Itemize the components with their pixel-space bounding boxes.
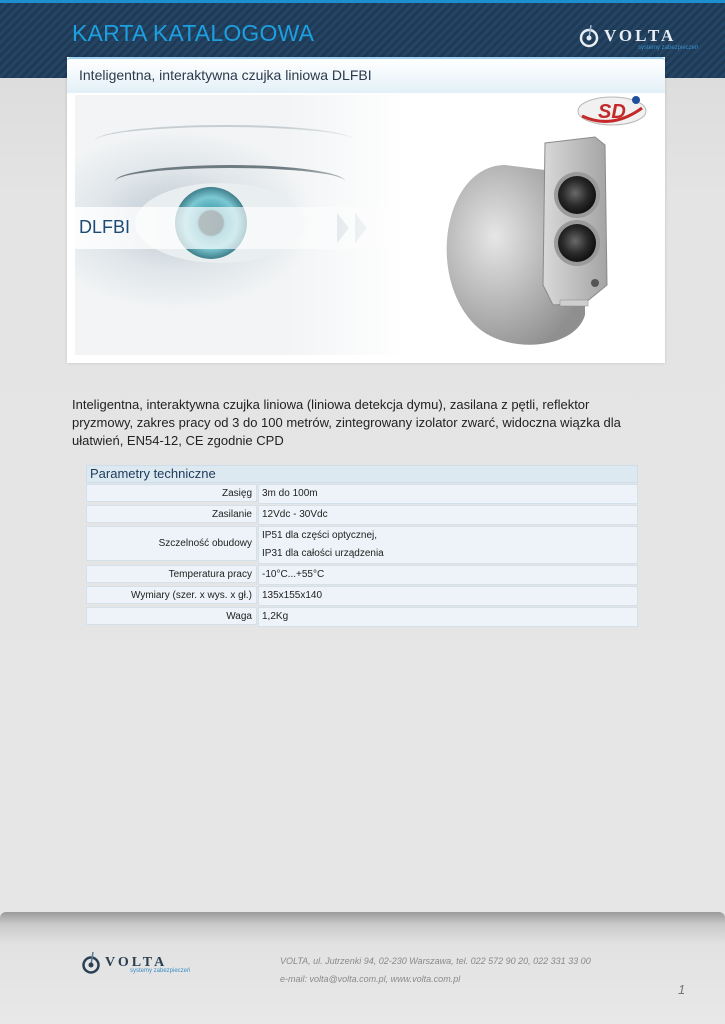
volta-mark-icon xyxy=(80,952,102,974)
eye-hero-image xyxy=(75,95,405,355)
table-row xyxy=(86,484,638,504)
logo-wordmark: VOLTA xyxy=(105,955,168,970)
param-value-multiline xyxy=(258,526,638,564)
footer-contact[interactable]: e-mail: volta@volta.com.pl, www.volta.com.pl xyxy=(280,974,461,984)
param-value: -10°C...+55°C xyxy=(258,565,638,585)
logo-tagline: systemy zabezpieczeń xyxy=(130,968,191,974)
footer-address: VOLTA, ul. Jutrzenki 94, 02-230 Warszawa, tel. 022 572 90 20, 022 331 33 00 xyxy=(280,956,591,966)
param-label: Zasilanie xyxy=(86,505,257,523)
param-label: Temperatura pracy xyxy=(86,565,257,583)
table-row xyxy=(86,526,638,564)
table-row xyxy=(86,586,638,606)
product-subtitle: Inteligentna, interaktywna czujka liniowa DLFBI xyxy=(79,67,372,83)
product-card xyxy=(67,57,665,363)
detector-product-image xyxy=(435,135,635,353)
page-number: 1 xyxy=(678,982,686,997)
param-label: Zasięg xyxy=(86,484,257,502)
volta-mark-icon xyxy=(578,25,600,47)
page-title: KARTA KATALOGOWA xyxy=(72,20,315,46)
volta-footer-logo xyxy=(80,952,191,974)
param-label: Szczelność obudowy xyxy=(86,526,257,561)
param-value: 1,2Kg xyxy=(258,607,638,627)
page-footer xyxy=(0,912,725,1024)
logo-tagline: systemy zabezpieczeń xyxy=(638,45,699,51)
table-row xyxy=(86,505,638,525)
param-label: Wymiary (szer. x wys. x gł.) xyxy=(86,586,257,604)
params-title: Parametry techniczne xyxy=(86,465,638,483)
param-value: IP31 dla całości urządzenia xyxy=(262,548,384,559)
hero-fade xyxy=(285,95,405,355)
param-label: Waga xyxy=(86,607,257,625)
sd-badge-text: SD xyxy=(598,101,626,123)
volta-logo xyxy=(578,25,699,51)
logo-wordmark: VOLTA xyxy=(604,26,677,45)
product-description: Inteligentna, interaktywna czujka liniowa (liniowa detekcja dymu), zasilana z pętli, reflektor pryzmowy, zakres pracy od 3 do 100 metrów, zintegrowany izolator zwarć, widoczna wiązka dla ułatwień, EN54-12, CE zgodnie CPD xyxy=(72,397,621,448)
product-code: DLFBI xyxy=(79,217,131,237)
param-value: 12Vdc - 30Vdc xyxy=(258,505,638,525)
param-value: IP51 dla części optycznej, xyxy=(262,530,378,541)
table-row xyxy=(86,607,638,627)
param-value: 135x155x140 xyxy=(258,586,638,606)
param-value: 3m do 100m xyxy=(258,484,638,504)
sd-badge-icon xyxy=(576,94,648,128)
card-title-bar xyxy=(67,57,665,93)
table-row xyxy=(86,565,638,585)
technical-parameters-table xyxy=(86,465,638,627)
